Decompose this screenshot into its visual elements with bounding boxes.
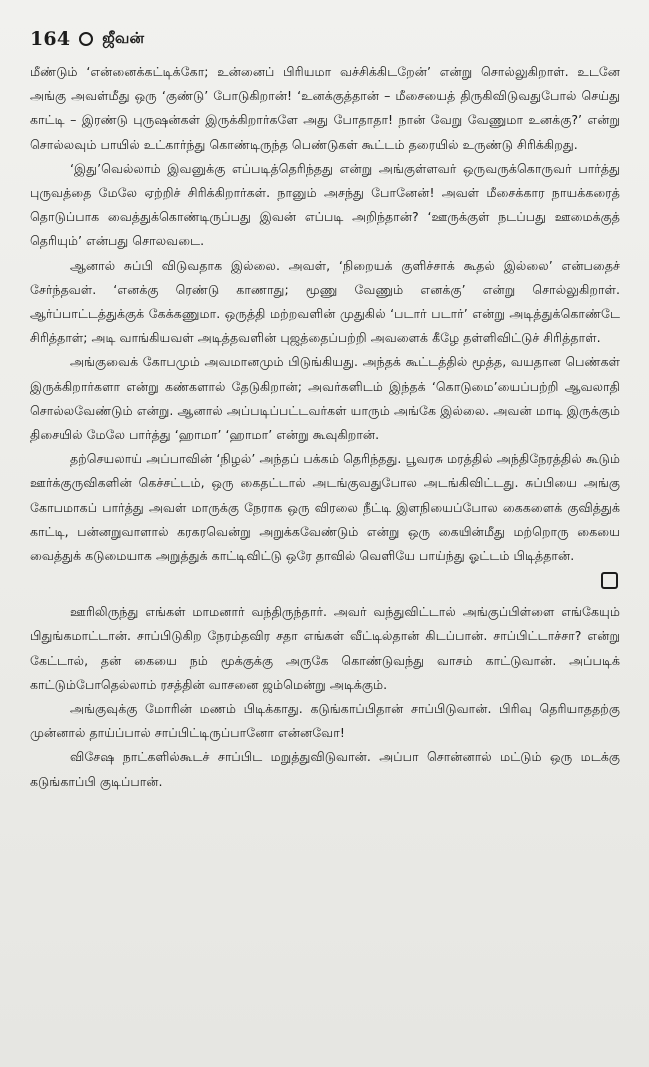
paragraph: தற்செயலாய் அப்பாவின் ‘நிழல்’ அந்தப் பக்கம் தெரிந்தது. பூவரசு மரத்தில் அந்திநேரத்தில் கூடும் ஊர்க்குருவிகளின் கெச்சட்டம், ஒரு கைதட்டால் அடங்குவதுபோல அடங்கிவிட்டது. சுப்பியை அங்கு கோபமாகப் பார்த்து அவள் மாருக்கு நேராக ஒரு விரலை நீட்டி இளநியைப்போல கைகளைக் குவித்துக் காட்டி, பன்னறுவாளால் கரகரவென்று அறுக்கவேண்டும் என்று ஒரு கையின்மீது மற்றொரு கையை வைத்துக் கடுமையாக அறுத்துக் காட்டிவிட்டு ஒரே தாவில் வெளியே பாய்ந்து ஓட்டம் பிடித்தான். [30, 451, 620, 564]
book-title: ஜீவன் [102, 29, 145, 47]
paragraph: ஆனால் சுப்பி விடுவதாக இல்லை. அவள், ‘நிறையக் குளிச்சாக் கூதல் இல்லை’ என்பதைச் சேர்ந்தவள். ‘எனக்கு ரெண்டு காணாது; மூணு வேணும் எனக்கு’ என்று சொல்லுகிறாள். ஆர்ப்பாட்டத்துக்குக் கேக்கணுமா. ஒருத்தி மற்றவளின் முதுகில் ‘படார் படார்’ என்று அடித்துக்கொண்டே சிரித்தாள்; அடி வாங்கியவள் அடித்தவளின் புஜத்தைப்பற்றி அவளைக் கீழே தள்ளிவிட்டுச் சிரித்தாள். [30, 257, 620, 346]
paragraph: ‘இது’வெல்லாம் இவனுக்கு எப்படித்தெரிந்தது என்று அங்குள்ளவர் ஒருவருக்கொருவர் பார்த்து புருவத்தை மேலே ஏற்றிச் சிரிக்கிறார்கள். நானும் அசந்து போனேன்! அவள் மீசைக்கார நாயக்கரைத் தொடுப்பாக வைத்துக்கொண்டிருப்பது இவன் எப்படி அறிந்தான்? ‘ஊருக்குள் நடப்பது ஊமைக்குத் தெரியும்’ என்பது சொலவடை. [30, 160, 620, 249]
paragraph: அங்குவைக் கோபமும் அவமானமும் பிடுங்கியது. அந்தக் கூட்டத்தில் மூத்த, வயதான பெண்கள் இருக்கிறார்களா என்று கண்களால் தேடுகிறான்; அவர்களிடம் இந்தக் ‘கொடுமை’யைப்பற்றி ஆவலாதி சொல்லவேண்டும் என்று. ஆனால் அப்படிப்பட்டவர்கள் யாரும் அங்கே இல்லை. அவன் மாடி இருக்கும் திசையில் மேலே பார்த்து ‘ஹாமா’ ‘ஹாமா’ என்று கூவுகிறான். [30, 354, 620, 443]
paragraph: விசேஷ நாட்களில்கூடச் சாப்பிட மறுத்துவிடுவான். அப்பா சொன்னால் மட்டும் ஒரு மடக்கு கடுங்காப்பி குடிப்பான். [30, 749, 620, 789]
page-body [30, 60, 620, 1050]
square-ornament-icon [601, 572, 618, 589]
paragraph: மீண்டும் ‘என்னைக்கட்டிக்கோ; உன்னைப் பிரியமா வச்சிக்கிடறேன்’ என்று சொல்லுகிறாள். உடனே அங்கு அவள்மீது ஒரு ‘குண்டு’ போடுகிறான்! ‘உனக்குத்தான் – மீசையைத் திருகிவிடுவதுபோல் செய்து காட்டி – இரண்டு புருஷன்கள் இருக்கிறார்களே அது போதாதா! நான் வேறு வேணுமா உனக்கு?’ என்று சொல்லவும் பாயில் உட்கார்ந்து கொண்டிருந்த பெண்டுகள் கூட்டம் தரையில் உருண்டு சிரிக்கிறது. [30, 64, 620, 152]
running-header [30, 24, 144, 54]
paragraph: அங்குவுக்கு மோரின் மணம் பிடிக்காது. கடுங்காப்பிதான் சாப்பிடுவான். பிரிவு தெரியாததற்கு முன்னால் தாய்ப்பால் சாப்பிட்டிருப்பானோ என்னவோ! [30, 701, 620, 741]
circle-ornament-icon [79, 32, 93, 46]
page-number: 164 [30, 28, 71, 50]
section-end-marker [30, 568, 620, 592]
paragraph: ஊரிலிருந்து எங்கள் மாமனார் வந்திருந்தார். அவர் வந்துவிட்டால் அங்குப்பிள்ளை எங்கேயும் பிதுங்கமாட்டான். சாப்பிடுகிற நேரம்தவிர சதா எங்கள் வீட்டில்தான் கிடப்பான். சாப்பிட்டாச்சா? என்று கேட்டால், தன் கையை நம் மூக்குக்கு அருகே கொண்டுவந்து வாசம் காட்டுவான். அப்படிக் காட்டும்போதெல்லாம் ரசத்தின் வாசனை ஜம்மென்று அடிக்கும். [30, 604, 620, 692]
